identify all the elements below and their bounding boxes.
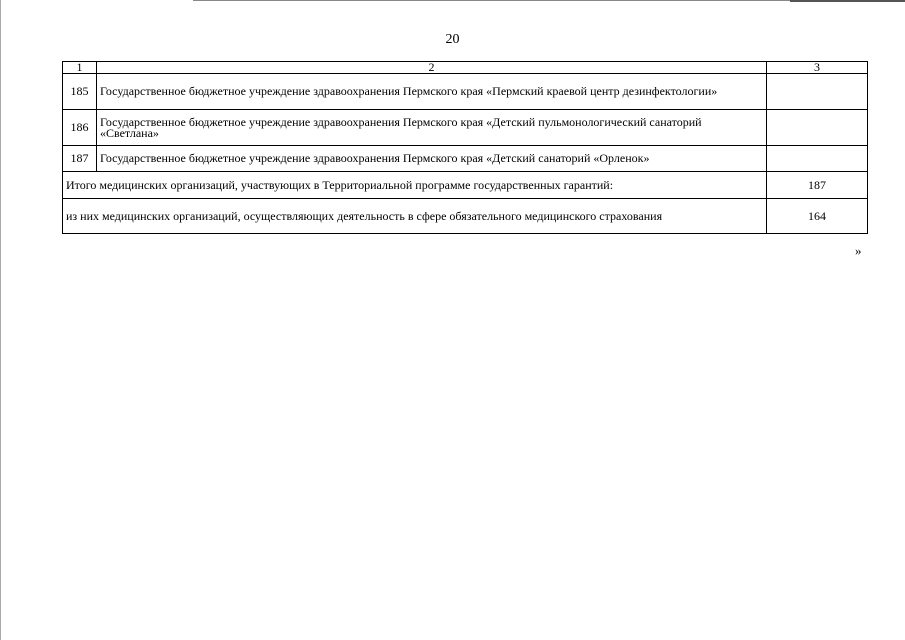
table-header-row [63,62,868,74]
row-number: 185 [63,74,97,110]
scan-edge-left [0,0,1,640]
organizations-table [62,61,868,234]
column-header-1: 1 [63,62,97,74]
row-number: 187 [63,146,97,172]
organization-name: Государственное бюджетное учреждение здравоохранения Пермского края «Пермский краевой центр дезинфектологии» [97,74,767,110]
column-header-3: 3 [767,62,868,74]
table-row [63,110,868,146]
column-header-2: 2 [97,62,767,74]
oms-total-row [63,199,868,234]
row-value [767,146,868,172]
organization-name: Государственное бюджетное учреждение здравоохранения Пермского края «Детский пульмонологический санаторий «Светлана» [97,110,767,146]
row-number: 186 [63,110,97,146]
row-value [767,74,868,110]
total-row [63,172,868,199]
total-label: Итого медицинских организаций, участвующих в Территориальной программе государственных гарантий: [63,172,767,199]
scan-edge-top-dark [790,0,905,2]
closing-quote: » [855,243,862,258]
table-row [63,74,868,110]
total-value: 187 [767,172,868,199]
page-number: 20 [445,32,460,47]
table-row [63,146,868,172]
organization-name: Государственное бюджетное учреждение здравоохранения Пермского края «Детский санаторий «Орленок» [97,146,767,172]
row-value [767,110,868,146]
oms-total-label: из них медицинских организаций, осуществляющих деятельность в сфере обязательного медицинского страхования [63,199,767,234]
oms-total-value: 164 [767,199,868,234]
